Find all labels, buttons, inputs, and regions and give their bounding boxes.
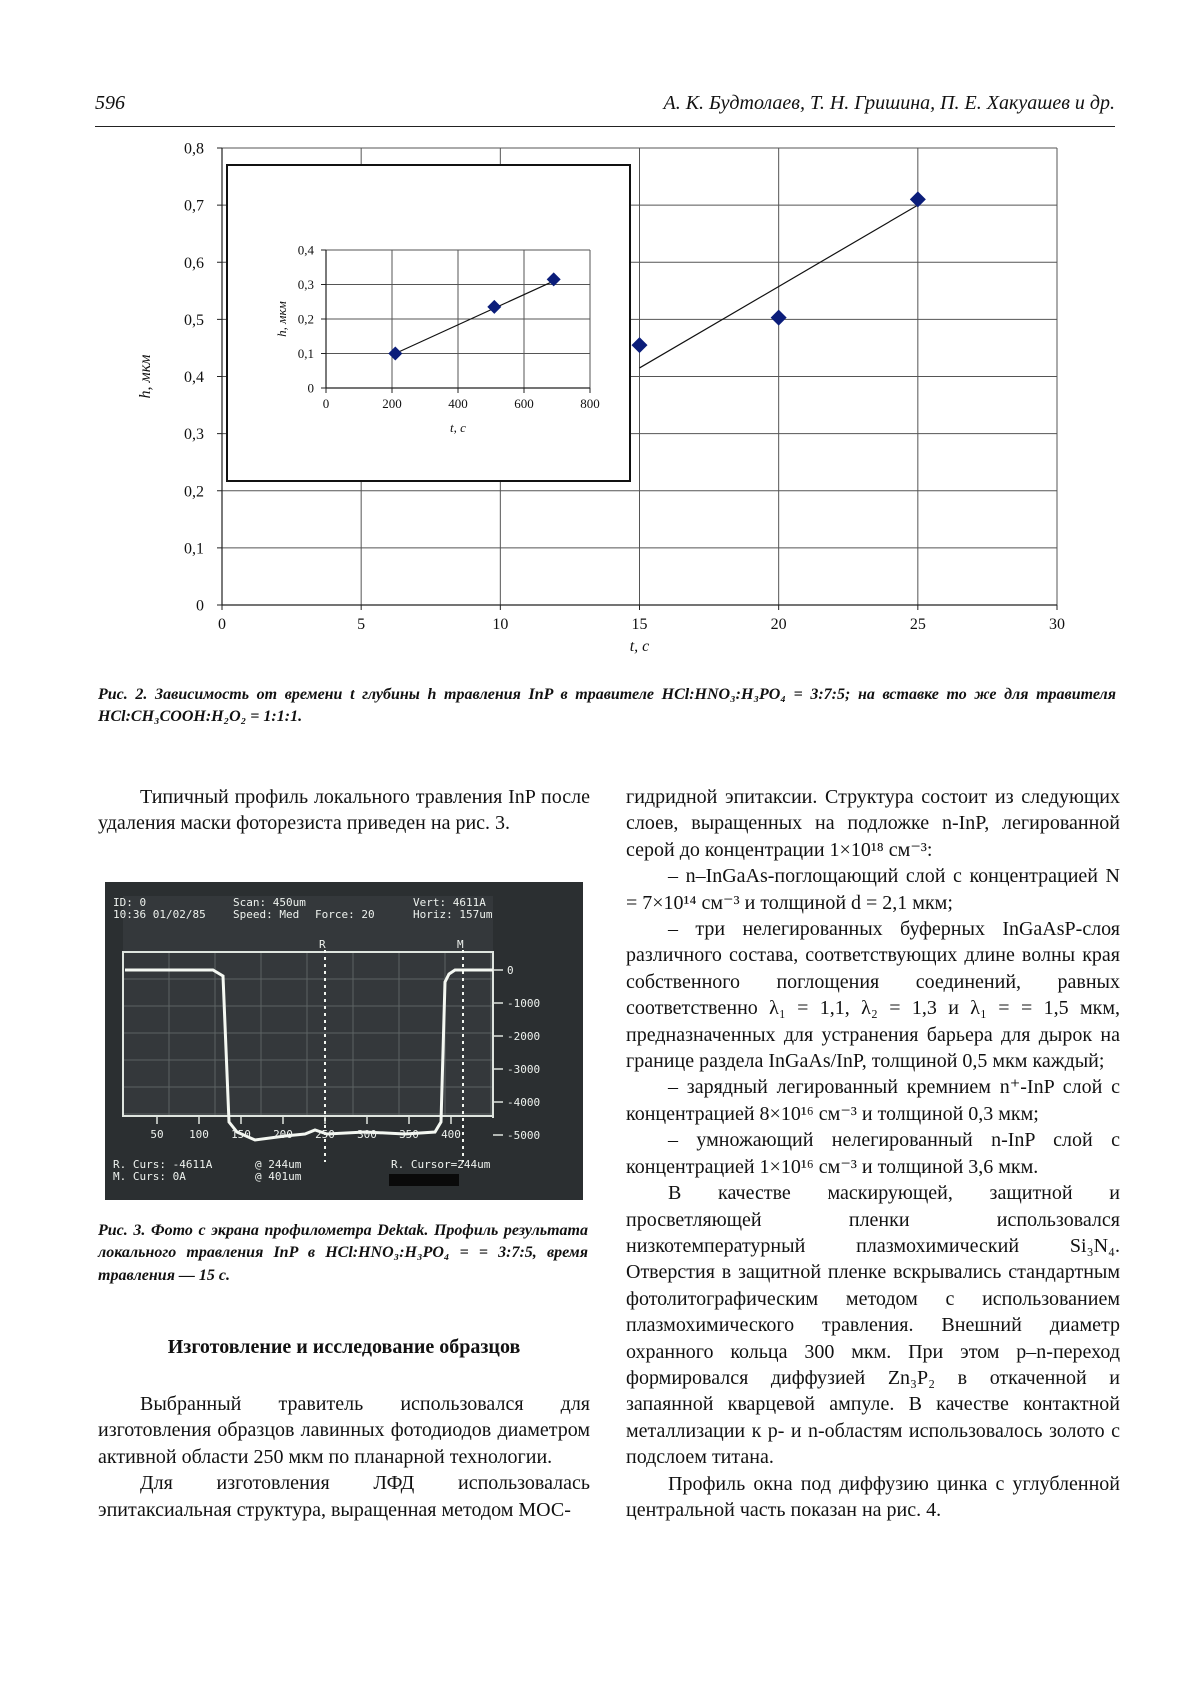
y-tick-label: 0,2 — [184, 483, 204, 501]
list-item-layer: – три нелегированных буферных InGaAsP-слоя различного состава, соответствующих длине волны края собственного поглощения соединений, равных соответственно λ₁ = 1,1, λ₂ = 1,3 и λ₁ = = 1,5 мкм, предназначенных для устранения барьера для дырок на границе раздела InGaAs/InP, толщиной 0,5 мкм каждый; — [626, 918, 1120, 1073]
y-tick-label: 0,1 — [184, 540, 204, 558]
y-tick-label: 0,1 — [297, 346, 314, 362]
section-heading: Изготовление и исследование образцов — [167, 1336, 521, 1358]
list-item-layer: – зарядный легированный кремнием n⁺-InP слой с концентрацией 8×10¹⁶ см⁻³ и толщиной 0,3 мкм; — [626, 1076, 1120, 1125]
screen-x-tick-label: 350 — [399, 1128, 419, 1141]
x-tick-label: 0 — [322, 396, 330, 411]
screen-x-tick-label: 50 — [150, 1128, 164, 1141]
figure-3-caption: Рис. 3. Фото с экрана профилометра Dektak. Профиль результата локального травления InP в HCl:HNO₃:H₃PO₄ = = 3:7:5, время травления — 15 с. — [98, 1222, 588, 1284]
screen-m-pos: @ 401um — [255, 1170, 302, 1183]
screen-y-tick-label: -2000 — [507, 1030, 541, 1043]
x-axis-title: t, с — [450, 420, 466, 435]
screen-id: ID: 0 — [113, 896, 147, 909]
data-point-marker — [632, 337, 648, 353]
y-tick-label: 0,4 — [184, 369, 204, 387]
paragraph: Профиль окна под диффузию цинка с углубленной центральной часть показан на рис. 4. — [626, 1472, 1120, 1521]
screen-x-tick-label: 400 — [441, 1128, 461, 1141]
screen-time: 10:36 01/02/85 — [113, 908, 206, 921]
y-tick-label: 0,3 — [184, 426, 204, 444]
figure-2-caption: Рис. 2. Зависимость от времени t глубины h травления InP в травителе HCl:HNO₃:H₃PO₄ = 3:7:5; на вставке то же для травителя HCl:CH₃COOH:H₂O₂ = 1:1:1. — [98, 686, 1116, 726]
screen-x-tick-label: 150 — [231, 1128, 251, 1141]
profilometer-screen — [105, 882, 583, 1200]
x-tick-label: 600 — [514, 396, 534, 411]
y-tick-label: 0,8 — [184, 140, 204, 158]
screen-y-tick-label: -5000 — [507, 1129, 541, 1142]
y-axis-title: h, мкм — [137, 354, 154, 399]
screen-r-marker: R — [319, 938, 326, 951]
screen-y-tick-label: 0 — [507, 964, 514, 977]
screen-y-tick-label: -1000 — [507, 997, 541, 1010]
screen-vert: Vert: 4611A — [413, 896, 486, 909]
screen-m-curs: M. Curs: 0A — [113, 1170, 186, 1183]
x-tick-label: 25 — [909, 616, 926, 633]
y-tick-label: 0,2 — [297, 311, 314, 327]
screen-x-tick-label: 100 — [189, 1128, 209, 1141]
y-axis-title: h, мкм — [274, 301, 289, 337]
x-tick-label: 400 — [448, 396, 468, 411]
inset-chart — [227, 165, 630, 481]
paragraph: Для изготовления ЛФД использовалась эпитаксиальная структура, выращенная методом МОС- — [98, 1472, 590, 1521]
x-tick-label: 0 — [218, 616, 226, 633]
left-column-body — [98, 1391, 590, 1523]
paragraph: Типичный профиль локального травления InP после удаления маски фоторезиста приведен на рис. 3. — [98, 786, 590, 835]
list-item-layer: – n–InGaAs-поглощающий слой с концентрацией N = 7×10¹⁴ см⁻³ и толщиной d = 2,1 мкм; — [626, 865, 1120, 914]
x-tick-label: 30 — [1049, 616, 1065, 633]
screen-force: Force: 20 — [315, 908, 375, 921]
x-axis-title: t, с — [629, 638, 650, 655]
y-tick-label: 0 — [307, 380, 314, 396]
screen-r-curs: R. Curs: -4611A — [113, 1158, 213, 1171]
data-point-marker — [771, 310, 787, 326]
x-tick-label: 15 — [631, 616, 648, 633]
screen-y-tick-label: -3000 — [507, 1063, 541, 1076]
screen-r-pos: @ 244um — [255, 1158, 302, 1171]
paragraph: гидридной эпитаксии. Структура состоит из следующих слоев, выращенных на подложке n-InP, легированной серой до концентрации 1×10¹⁸ см⁻³: — [626, 786, 1120, 861]
y-tick-label: 0,4 — [297, 242, 314, 258]
page-number: 596 — [95, 92, 125, 114]
y-tick-label: 0,5 — [184, 311, 204, 329]
screen-x-tick-label: 250 — [315, 1128, 335, 1141]
screen-x-tick-label: 200 — [273, 1128, 293, 1141]
right-column-body — [626, 784, 1120, 1523]
screen-y-tick-label: -4000 — [507, 1096, 541, 1109]
x-tick-label: 200 — [382, 396, 402, 411]
screen-speed: Speed: Med — [233, 908, 300, 921]
x-tick-label: 800 — [580, 396, 600, 411]
y-tick-label: 0 — [196, 597, 204, 615]
screen-scan: Scan: 450um — [233, 896, 306, 909]
y-tick-label: 0,6 — [184, 254, 204, 272]
paragraph: Выбранный травитель использовался для изготовления образцов лавинных фотодиодов диаметром активной области 250 мкм по планарной технологии. — [98, 1393, 590, 1468]
y-tick-label: 0,7 — [184, 197, 204, 215]
profilometer-photo — [105, 882, 583, 1200]
x-tick-label: 20 — [770, 616, 787, 633]
x-tick-label: 5 — [357, 616, 366, 633]
running-title: А. К. Будтолаев, Т. Н. Гришина, П. Е. Хакуашев и др. — [663, 92, 1115, 114]
paragraph: В качестве маскирующей, защитной и просветляющей пленки использовался низкотемпературный плазмохимический Si₃N₄. Отверстия в защитной пленке вскрывались стандартным фотолитографическим методом с использованием плазмохимического травления. Внешний диаметр охранного кольца 300 мкм. При этом p–n-переход формировался диффузией Zn₃P₂ в откаченной и запаянной кварцевой ампуле. В качестве контактной металлизации к p- и n-областям использовалось золото с подслоем титана. — [626, 1182, 1120, 1469]
screen-m-marker: M — [457, 938, 464, 951]
screen-r-cursor: R. Cursor=244um — [391, 1158, 491, 1171]
list-item-layer: – умножающий нелегированный n-InP слой с концентрацией 1×10¹⁶ см⁻³ и толщиной 3,6 мкм. — [626, 1129, 1120, 1178]
left-column-intro — [98, 784, 590, 837]
figure-2-chart — [0, 0, 1200, 670]
screen-horiz: Horiz: 157um — [413, 908, 493, 921]
screen-x-tick-label: 300 — [357, 1128, 377, 1141]
x-tick-label: 10 — [492, 616, 509, 633]
y-tick-label: 0,3 — [297, 277, 314, 293]
